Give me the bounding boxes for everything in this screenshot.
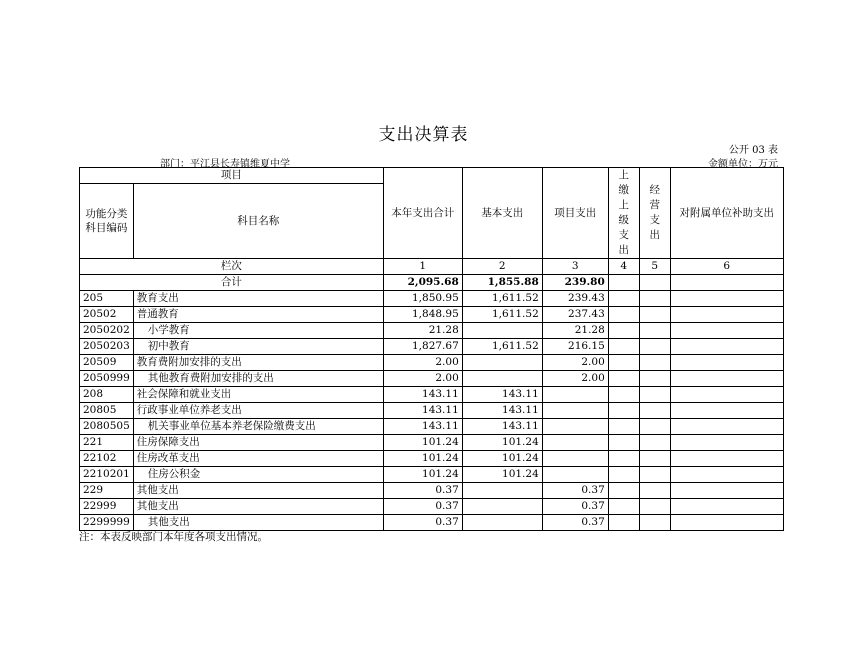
row-operating [639, 451, 670, 467]
row-subsidy [670, 435, 783, 451]
subject-name: 住房保障支出 [133, 435, 383, 451]
row-item: 21.28 [542, 323, 608, 339]
column-index-label: 栏次 [80, 259, 384, 275]
row-item: 0.37 [542, 499, 608, 515]
header-upper-cell [608, 168, 639, 259]
row-upper [608, 355, 639, 371]
row-operating [639, 339, 670, 355]
row-basic [462, 499, 542, 515]
subject-name: 行政事业单位养老支出 [133, 403, 383, 419]
row-total: 143.11 [383, 387, 462, 403]
table-row [80, 499, 784, 515]
subject-name: 其他教育费附加安排的支出 [133, 371, 383, 387]
subject-code: 2210201 [80, 467, 134, 483]
subject-code: 20502 [80, 307, 134, 323]
header-code: 功能分类科目编码 [80, 184, 134, 259]
row-basic: 1,611.52 [462, 307, 542, 323]
row-operating [639, 483, 670, 499]
row-subsidy [670, 323, 783, 339]
table-row [80, 339, 784, 355]
row-item: 237.43 [542, 307, 608, 323]
row-upper [608, 435, 639, 451]
subject-code: 229 [80, 483, 134, 499]
row-basic: 101.24 [462, 451, 542, 467]
total-upper [608, 275, 639, 291]
table-row [80, 483, 784, 499]
row-total: 143.11 [383, 419, 462, 435]
row-basic: 143.11 [462, 419, 542, 435]
subject-name: 其他支出 [133, 499, 383, 515]
row-operating [639, 371, 670, 387]
row-upper [608, 387, 639, 403]
row-total: 1,827.67 [383, 339, 462, 355]
row-operating [639, 515, 670, 531]
column-index: 5 [639, 259, 670, 275]
row-basic: 1,611.52 [462, 339, 542, 355]
subject-name: 教育支出 [133, 291, 383, 307]
subject-code: 2050203 [80, 339, 134, 355]
subject-code: 208 [80, 387, 134, 403]
row-basic: 101.24 [462, 435, 542, 451]
column-index: 2 [462, 259, 542, 275]
table-row [80, 467, 784, 483]
subject-code: 2299999 [80, 515, 134, 531]
row-total: 2.00 [383, 355, 462, 371]
header-subsidy: 对附属单位补助支出 [670, 168, 783, 259]
total-amount: 2,095.68 [383, 275, 462, 291]
row-subsidy [670, 387, 783, 403]
subject-name: 住房改革支出 [133, 451, 383, 467]
row-basic: 143.11 [462, 387, 542, 403]
header-project: 项目 [80, 168, 384, 184]
subject-code: 2050999 [80, 371, 134, 387]
row-basic: 101.24 [462, 467, 542, 483]
header-operating-cell [639, 168, 670, 259]
row-item: 2.00 [542, 355, 608, 371]
row-subsidy [670, 355, 783, 371]
row-basic [462, 355, 542, 371]
row-operating [639, 323, 670, 339]
row-upper [608, 515, 639, 531]
row-total: 101.24 [383, 467, 462, 483]
total-subsidy [670, 275, 783, 291]
row-total: 0.37 [383, 483, 462, 499]
table-row [80, 451, 784, 467]
row-item [542, 435, 608, 451]
row-subsidy [670, 291, 783, 307]
row-item [542, 451, 608, 467]
table-row [80, 291, 784, 307]
row-total: 0.37 [383, 499, 462, 515]
row-upper [608, 291, 639, 307]
header-item: 项目支出 [542, 168, 608, 259]
row-operating [639, 403, 670, 419]
row-subsidy [670, 515, 783, 531]
subject-code: 22102 [80, 451, 134, 467]
row-operating [639, 307, 670, 323]
subject-code: 2080505 [80, 419, 134, 435]
row-upper [608, 467, 639, 483]
row-operating [639, 435, 670, 451]
row-upper [608, 403, 639, 419]
row-subsidy [670, 339, 783, 355]
row-subsidy [670, 403, 783, 419]
table-row [80, 371, 784, 387]
row-upper [608, 419, 639, 435]
subject-name: 教育费附加安排的支出 [133, 355, 383, 371]
row-subsidy [670, 499, 783, 515]
column-index: 6 [670, 259, 783, 275]
row-total: 1,850.95 [383, 291, 462, 307]
row-upper [608, 483, 639, 499]
row-subsidy [670, 467, 783, 483]
row-subsidy [670, 371, 783, 387]
total-operating [639, 275, 670, 291]
row-item: 0.37 [542, 483, 608, 499]
row-basic: 143.11 [462, 403, 542, 419]
subject-code: 20805 [80, 403, 134, 419]
row-operating [639, 419, 670, 435]
subject-name: 社会保障和就业支出 [133, 387, 383, 403]
header-name: 科目名称 [133, 184, 383, 259]
subject-code: 205 [80, 291, 134, 307]
row-upper [608, 499, 639, 515]
subject-code: 20509 [80, 355, 134, 371]
row-item: 239.43 [542, 291, 608, 307]
table-row [80, 355, 784, 371]
row-basic [462, 323, 542, 339]
row-item [542, 467, 608, 483]
row-operating [639, 499, 670, 515]
subject-name: 其他支出 [133, 515, 383, 531]
row-upper [608, 339, 639, 355]
row-basic: 1,611.52 [462, 291, 542, 307]
header-total: 本年支出合计 [383, 168, 462, 259]
footnote: 注：本表反映部门本年度各项支出情况。 [79, 531, 268, 543]
row-upper [608, 323, 639, 339]
subject-name: 其他支出 [133, 483, 383, 499]
subject-code: 2050202 [80, 323, 134, 339]
subject-name: 普通教育 [133, 307, 383, 323]
table-row [80, 403, 784, 419]
row-total: 0.37 [383, 515, 462, 531]
column-index: 3 [542, 259, 608, 275]
row-upper [608, 371, 639, 387]
row-item: 2.00 [542, 371, 608, 387]
row-subsidy [670, 451, 783, 467]
form-number: 公开 03 表 [728, 145, 778, 156]
row-operating [639, 387, 670, 403]
table-row [80, 307, 784, 323]
row-operating [639, 467, 670, 483]
row-basic [462, 515, 542, 531]
department-label: 部门：平江县长寿镇维夏中学 [160, 159, 290, 170]
row-subsidy [670, 307, 783, 323]
total-label: 合计 [80, 275, 384, 291]
row-basic [462, 483, 542, 499]
total-item: 239.80 [542, 275, 608, 291]
row-basic [462, 371, 542, 387]
row-subsidy [670, 419, 783, 435]
row-total: 1,848.95 [383, 307, 462, 323]
row-item: 216.15 [542, 339, 608, 355]
header-basic: 基本支出 [462, 168, 542, 259]
subject-code: 22999 [80, 499, 134, 515]
table-row [80, 435, 784, 451]
row-total: 2.00 [383, 371, 462, 387]
table-row [80, 419, 784, 435]
row-upper [608, 307, 639, 323]
row-item [542, 419, 608, 435]
page-title: 支出决算表 [378, 125, 469, 145]
subject-name: 机关事业单位基本养老保险缴费支出 [133, 419, 383, 435]
subject-name: 住房公积金 [133, 467, 383, 483]
table-row [80, 323, 784, 339]
total-basic: 1,855.88 [462, 275, 542, 291]
row-item: 0.37 [542, 515, 608, 531]
row-total: 21.28 [383, 323, 462, 339]
row-operating [639, 291, 670, 307]
row-item [542, 387, 608, 403]
header-operating: 经营支出 [649, 184, 661, 241]
subject-name: 初中教育 [133, 339, 383, 355]
row-subsidy [670, 483, 783, 499]
header-upper: 上缴上级支出 [618, 169, 630, 256]
subject-code: 221 [80, 435, 134, 451]
row-total: 143.11 [383, 403, 462, 419]
row-total: 101.24 [383, 435, 462, 451]
row-item [542, 403, 608, 419]
column-index: 1 [383, 259, 462, 275]
row-operating [639, 355, 670, 371]
column-index: 4 [608, 259, 639, 275]
unit-label: 金额单位：万元 [708, 159, 778, 170]
subject-name: 小学教育 [133, 323, 383, 339]
row-upper [608, 451, 639, 467]
row-total: 101.24 [383, 451, 462, 467]
expenditure-table [79, 167, 784, 531]
table-row [80, 387, 784, 403]
